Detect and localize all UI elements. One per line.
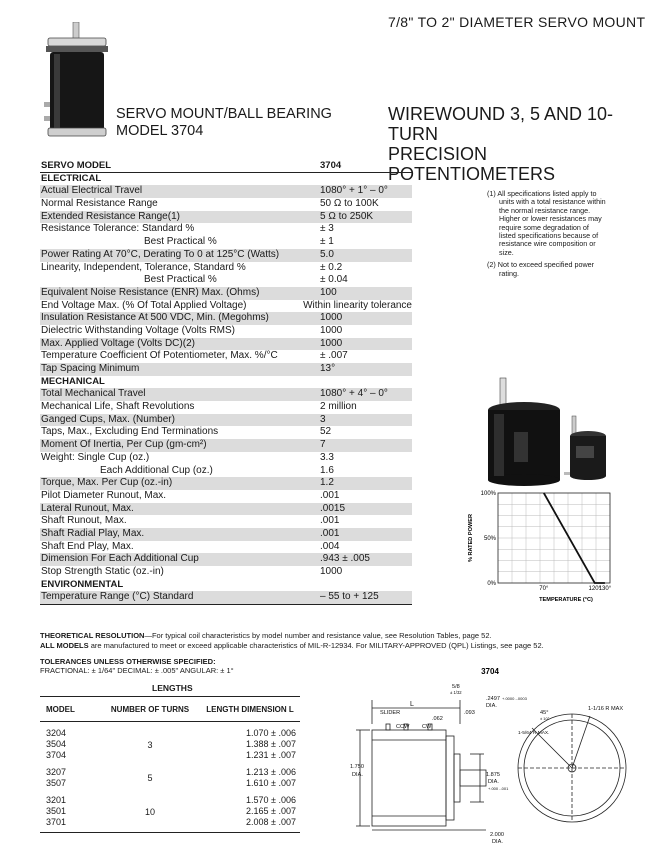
spec-table — [40, 160, 412, 605]
dim-thread: 1-1/16 R MAX — [588, 706, 624, 712]
lengths-turns: 10 — [144, 806, 155, 817]
chart-y-tick-label: 100% — [480, 491, 496, 497]
lengths-bottom-rule — [40, 832, 300, 833]
spec-value: .001 — [320, 489, 340, 501]
drawing-title: 3704 — [481, 667, 499, 676]
spec-label: Resistance Tolerance: Standard % — [41, 223, 195, 235]
spec-value: Within linearity tolerance — [303, 299, 412, 311]
spec-label: Best Practical % — [144, 274, 217, 286]
spec-row — [40, 452, 412, 465]
spec-row — [40, 236, 412, 249]
spec-label: Pilot Diameter Runout, Max. — [41, 489, 167, 501]
spec-row — [40, 262, 412, 275]
dim-093: .093 — [464, 710, 475, 716]
spec-label: Temperature Range (°C) Standard — [41, 591, 194, 603]
spec-row — [40, 465, 412, 478]
tolerances-title: TOLERANCES UNLESS OTHERWISE SPECIFIED: — [40, 657, 216, 666]
spec-label: ENVIRONMENTAL — [41, 578, 124, 590]
all-models-note — [40, 641, 640, 651]
lengths-values — [200, 728, 300, 761]
model-number: 3207 — [46, 767, 67, 777]
lengths-group — [40, 795, 300, 828]
length-value: 1.610 ± .007 — [246, 778, 296, 788]
lengths-caption: LENGTHS — [152, 683, 193, 693]
spec-row — [40, 477, 412, 490]
lengths-body — [40, 728, 300, 828]
lengths-turns: 3 — [147, 739, 153, 750]
dim-2497-tol: +.0000 -.0003 — [502, 696, 527, 701]
spec-value: 7 — [320, 439, 326, 451]
model-number: 3701 — [46, 817, 67, 827]
spec-label: Actual Electrical Travel — [41, 185, 143, 197]
spec-label: Tap Spacing Minimum — [41, 363, 140, 374]
main-title-line-2: PRECISION POTENTIOMETERS — [388, 144, 556, 184]
dim-five-eighths-tol: ± 1/32 — [450, 690, 462, 695]
dim-2497: .2497 — [486, 696, 500, 702]
spec-row — [40, 211, 412, 224]
spec-value: 1000 — [320, 312, 343, 324]
lengths-group — [40, 767, 300, 789]
lengths-col-turns: NUMBER OF TURNS — [110, 704, 190, 714]
model-number: 3504 — [46, 739, 67, 749]
dim-l: L — [410, 701, 414, 708]
chart-y-label: % RATED POWER — [468, 513, 474, 563]
spec-row — [40, 553, 412, 566]
chart-x-label: TEMPERATURE (°C) — [539, 597, 593, 603]
spec-section-heading — [40, 376, 412, 389]
spec-value: 1000 — [320, 324, 343, 336]
spec-value: .943 ± .005 — [320, 553, 370, 565]
spec-value: 3.3 — [320, 451, 334, 463]
chart-x-tick-label: 70° — [539, 586, 549, 592]
chart-x-tick-label: 120° — [588, 586, 601, 592]
spec-value: 1080° + 4° – 0° — [320, 388, 388, 400]
spec-label: Power Rating At 70°C, Derating To 0 at 125°C (Watts) — [41, 248, 280, 260]
theoretical-resolution-text: —For typical coil characteristics by model number and resistance value, see Resolution Tables, page 52. — [144, 631, 492, 640]
spec-rows — [40, 173, 412, 604]
spec-row — [40, 401, 412, 414]
dim-1875-tol: +.000 -.001 — [488, 786, 509, 791]
spec-label: End Voltage Max. (% Of Total Applied Voltage) — [41, 299, 247, 311]
spec-label: Dielectric Withstanding Voltage (Volts RMS) — [41, 324, 235, 336]
spec-value: 1.2 — [320, 477, 334, 489]
spec-value: .001 — [320, 527, 340, 539]
spec-value: 3 — [320, 413, 326, 425]
length-value: 2.165 ± .007 — [246, 806, 296, 816]
spec-bottom-rule — [40, 604, 412, 605]
potentiometer-product-image — [42, 22, 112, 140]
lengths-values — [200, 795, 300, 828]
chart-y-tick-label: 50% — [483, 536, 496, 542]
spec-value: 100 — [320, 286, 337, 298]
spec-label: Mechanical Life, Shaft Revolutions — [41, 401, 195, 413]
dim-five-eighths: 5/8 — [452, 684, 460, 690]
spec-label: ELECTRICAL — [41, 172, 102, 184]
spec-value: ± 0.04 — [320, 274, 348, 286]
spec-row — [40, 274, 412, 287]
spec-section-heading — [40, 579, 412, 592]
spec-row — [40, 490, 412, 503]
theoretical-resolution-note — [40, 631, 640, 641]
length-value: 1.388 ± .007 — [246, 739, 296, 749]
spec-value: ± 1 — [320, 236, 334, 248]
chart-y-tick-label: 0% — [487, 581, 496, 587]
spec-row — [40, 528, 412, 541]
spec-row — [40, 338, 412, 351]
length-value: 1.070 ± .006 — [246, 728, 296, 738]
top-title: 7/8" TO 2" DIAMETER SERVO MOUNT — [388, 14, 646, 30]
spec-label: Each Additional Cup (oz.) — [100, 464, 213, 476]
lengths-turns: 5 — [147, 773, 153, 783]
spec-row — [40, 388, 412, 401]
length-value: 1.213 ± .006 — [246, 767, 296, 777]
spec-value: 5 Ω to 250K — [320, 210, 374, 222]
spec-row — [40, 363, 412, 376]
spec-value: 5.0 — [320, 248, 334, 260]
spec-value: 1000 — [320, 337, 343, 349]
dim-1875-dia: DIA. — [488, 779, 499, 785]
spec-label: Taps, Max., Excluding End Terminations — [41, 426, 219, 438]
spec-row — [40, 198, 412, 211]
lengths-col-length: LENGTH DIMENSION L — [206, 704, 294, 714]
spec-section-heading — [40, 173, 412, 186]
spec-label: Shaft End Play, Max. — [41, 540, 134, 552]
spec-value: 1.6 — [320, 464, 334, 476]
dim-2000: 2.000 — [490, 832, 504, 838]
spec-header-value: 3704 — [320, 160, 342, 171]
spec-label: Weight: Single Cup (oz.) — [41, 451, 150, 463]
tolerances-text: FRACTIONAL: ± 1/64" DECIMAL: ± .005" ANGULAR: ± 1° — [40, 666, 234, 675]
lengths-models — [40, 728, 100, 761]
spec-value — [290, 376, 412, 389]
spec-label: Dimension For Each Additional Cup — [41, 553, 199, 565]
spec-value — [290, 579, 412, 592]
spec-label: Linearity, Independent, Tolerance, Standard % — [41, 261, 246, 273]
dim-1875: 1.875 — [486, 772, 500, 778]
lengths-header-row — [40, 696, 300, 722]
spec-row — [40, 300, 412, 313]
spec-label: Insulation Resistance At 500 VDC, Min. (Megohms) — [41, 312, 269, 324]
fine-print — [40, 631, 640, 650]
spec-value: – 55 to + 125 — [320, 591, 379, 603]
main-title — [388, 104, 657, 184]
main-title-line-1: WIREWOUND 3, 5 AND 10-TURN — [388, 104, 614, 144]
spec-row — [40, 566, 412, 579]
sub-title-line-2: MODEL 3704 — [116, 123, 204, 139]
sub-title — [116, 106, 332, 140]
spec-row — [40, 287, 412, 300]
chart-x-ticks — [539, 586, 611, 592]
tolerances — [40, 657, 234, 675]
dim-angle-tol: ± 10° — [540, 716, 550, 721]
spec-header-row — [40, 160, 412, 173]
chart-grid — [498, 493, 610, 583]
dim-radius: 1-5/64 R MAX. — [518, 731, 550, 736]
dim-062: .062 — [432, 716, 443, 722]
spec-value: ± 0.2 — [320, 261, 343, 273]
spec-row — [40, 503, 412, 516]
spec-label: Shaft Radial Play, Max. — [41, 527, 145, 539]
lengths-group — [40, 728, 300, 761]
spec-header-label: SERVO MODEL — [41, 160, 112, 171]
spec-label: Extended Resistance Range(1) — [41, 210, 180, 222]
model-number: 3501 — [46, 806, 67, 816]
spec-label: Normal Resistance Range — [41, 198, 158, 210]
lengths-models — [40, 795, 100, 828]
dim-2497-dia: DIA. — [486, 703, 497, 709]
dim-2000-dia: DIA. — [492, 839, 503, 844]
all-models-text: are manufactured to meet or exceed applicable characteristics of MIL-R-12934. For MILITARY-APPROVED (QPL) Listings, see page 52. — [88, 640, 544, 650]
length-value: 1.231 ± .007 — [246, 750, 296, 760]
potentiometer-photo — [484, 372, 609, 487]
spec-label: Total Mechanical Travel — [41, 388, 146, 400]
lengths-models — [40, 767, 100, 789]
length-value: 2.008 ± .007 — [246, 817, 296, 827]
dim-1750-dia: DIA. — [352, 772, 363, 778]
spec-row — [40, 185, 412, 198]
spec-row — [40, 312, 412, 325]
spec-row — [40, 515, 412, 528]
spec-label: Equivalent Noise Resistance (ENR) Max. (Ohms) — [41, 286, 260, 298]
spec-row — [40, 426, 412, 439]
model-number: 3507 — [46, 778, 67, 788]
footnote-1: (1) All specifications listed apply to units with a total resistance within the normal resistance range. Higher or lower resistances may require some degradation of listed specifications because of resistance wire composition or size. — [487, 189, 606, 257]
spec-label: Temperature Coefficient Of Potentiometer, Max. %/°C — [41, 350, 278, 362]
lengths-values — [200, 767, 300, 789]
chart-y-ticks — [481, 491, 497, 587]
spec-row — [40, 350, 412, 363]
label-cw: CW — [422, 724, 432, 730]
spec-value: .001 — [320, 515, 340, 527]
lengths-table — [40, 683, 300, 833]
chart-x-tick-label: 130° — [598, 586, 612, 592]
spec-value: ± .007 — [320, 350, 348, 362]
spec-value: ± 3 — [320, 223, 334, 235]
spec-label: Shaft Runout, Max. — [41, 515, 127, 527]
spec-value: 13° — [320, 363, 336, 374]
spec-row — [40, 541, 412, 554]
dim-1750: 1.750 — [350, 764, 364, 770]
spec-value: .004 — [320, 540, 340, 552]
spec-value: 1080° + 1° – 0° — [320, 185, 388, 197]
dim-angle: 45° — [540, 710, 549, 716]
model-number: 3201 — [46, 795, 67, 805]
theoretical-resolution-label: THEORETICAL RESOLUTION — [40, 631, 145, 640]
lengths-col-model: MODEL — [46, 704, 75, 714]
spec-label: Torque, Max. Per Cup (oz.-in) — [41, 477, 173, 489]
label-ccw: CCW — [396, 724, 410, 730]
spec-row — [40, 439, 412, 452]
spec-label: Best Practical % — [144, 236, 217, 248]
spec-label: Lateral Runout, Max. — [41, 502, 134, 514]
spec-value — [290, 173, 412, 186]
footnote-2: (2) Not to exceed specified power rating. — [487, 260, 595, 278]
spec-value: 2 million — [320, 401, 357, 413]
spec-label: MECHANICAL — [41, 375, 105, 387]
spec-row — [40, 414, 412, 427]
spec-row — [40, 591, 412, 604]
spec-value: .0015 — [320, 502, 346, 514]
model-number: 3704 — [46, 750, 67, 760]
spec-row — [40, 223, 412, 236]
power-derating-chart — [456, 486, 626, 610]
all-models-label: ALL MODELS — [40, 640, 89, 650]
spec-value: 50 Ω to 100K — [320, 198, 379, 210]
spec-label: Stop Strength Static (oz.-in) — [41, 566, 164, 577]
spec-label: Moment Of Inertia, Per Cup (gm-cm²) — [41, 439, 207, 451]
spec-row — [40, 325, 412, 338]
length-value: 1.570 ± .006 — [246, 795, 296, 805]
spec-label: Max. Applied Voltage (Volts DC)(2) — [41, 337, 195, 349]
spec-value: 1000 — [320, 566, 343, 577]
spec-row — [40, 249, 412, 262]
label-slider: SLIDER — [380, 710, 401, 716]
model-number: 3204 — [46, 728, 67, 738]
side-view — [356, 700, 486, 830]
spec-label: Ganged Cups, Max. (Number) — [41, 413, 175, 425]
dimension-drawing — [350, 664, 640, 844]
spec-value: 52 — [320, 426, 332, 438]
footnotes — [487, 190, 607, 282]
sub-title-line-1: SERVO MOUNT/BALL BEARING — [116, 106, 332, 122]
